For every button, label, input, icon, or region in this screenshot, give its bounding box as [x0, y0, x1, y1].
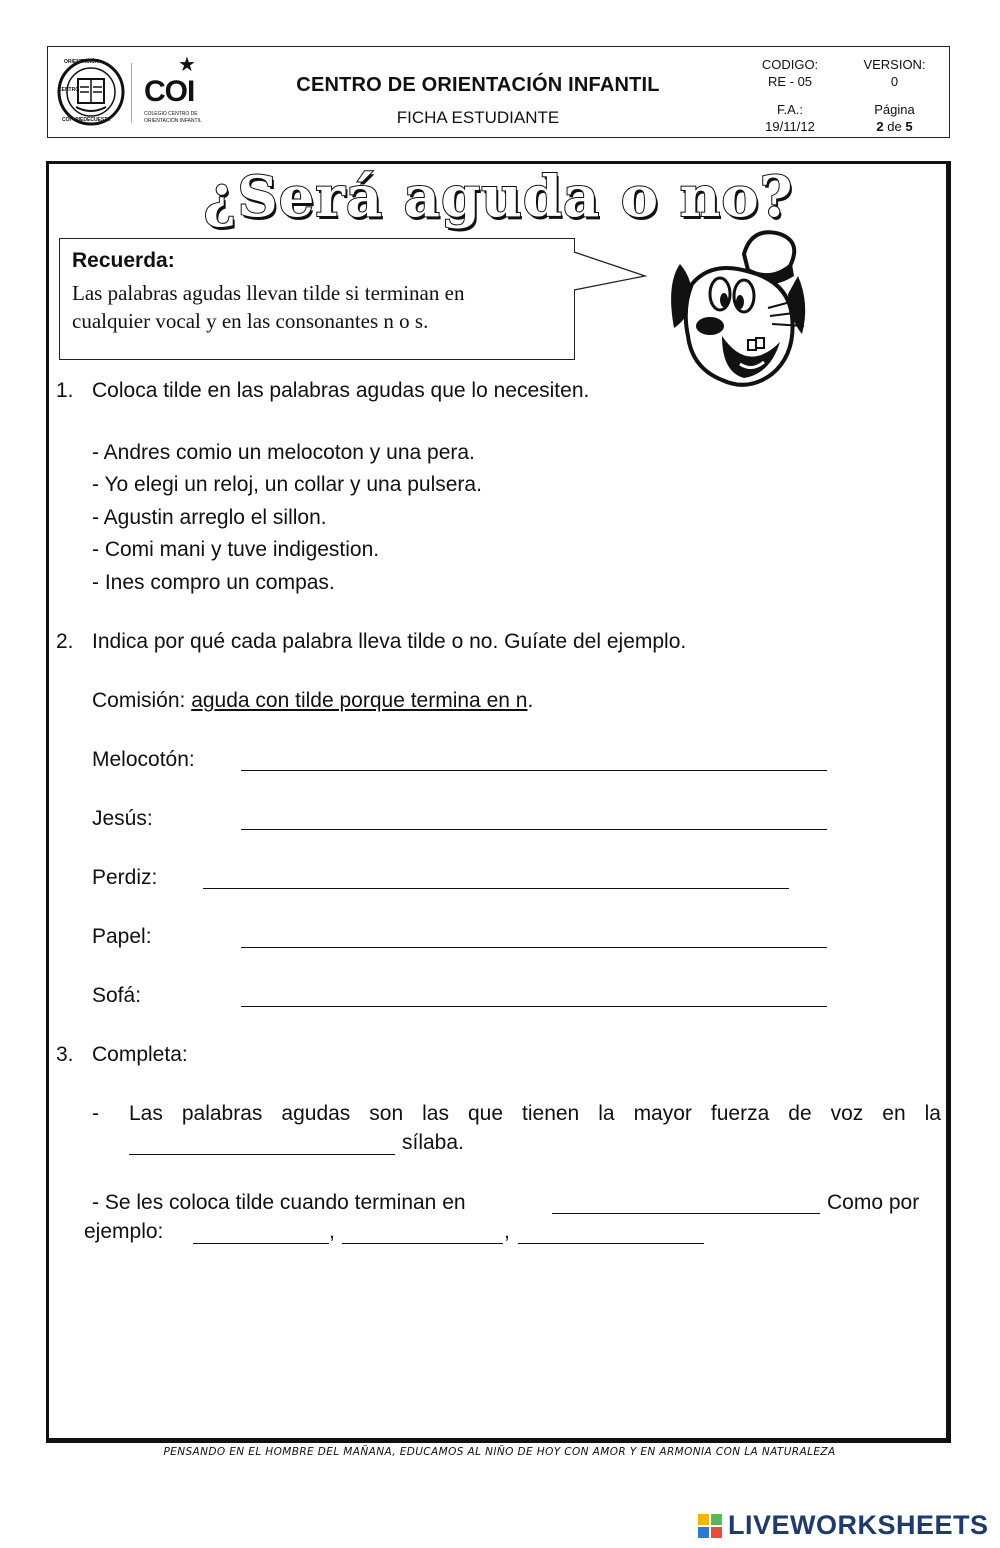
blank-example-2[interactable] — [342, 1243, 503, 1244]
blank-silaba[interactable] — [129, 1154, 395, 1155]
q2-word-label: Papel: — [92, 925, 152, 948]
liveworksheets-brand[interactable] — [698, 1510, 989, 1541]
example-answer: aguda con tilde porque termina en n — [191, 689, 528, 712]
q3-item2-text: - Se les coloca tilde cuando terminan en — [92, 1191, 466, 1214]
q3-number: 3. — [56, 1043, 74, 1066]
version-cell — [840, 47, 949, 99]
document-header — [47, 46, 950, 138]
pagina-label: Página — [874, 102, 915, 117]
pagina-de: de — [887, 119, 902, 134]
fa-cell — [740, 99, 840, 137]
q3-item1-dash: - — [92, 1102, 99, 1125]
q1-item: - Agustin arreglo el sillon. — [92, 506, 327, 529]
recuerda-line-2: cualquier vocal y en las consonantes n o s. — [72, 309, 429, 333]
blank-example-3[interactable] — [518, 1243, 704, 1244]
fa-value: 19/11/12 — [765, 119, 815, 134]
codigo-value: RE - 05 — [767, 74, 813, 89]
q3-item1-text: Las palabras agudas son las que tienen la mayor fuerza de voz en la — [129, 1102, 941, 1125]
recuerda-line-1: Las palabras agudas llevan tilde si terminan en — [72, 281, 465, 305]
q2-example — [92, 687, 533, 715]
blank-terminan[interactable] — [552, 1213, 820, 1214]
footer-motto: PENSANDO EN EL HOMBRE DEL MAÑANA, EDUCAMOS AL NIÑO DE HOY CON AMOR Y EN ARMONIA CON LA NATURALEZA — [163, 1446, 836, 1458]
answer-line-perdiz[interactable] — [203, 888, 789, 889]
q3-prompt-row — [56, 1041, 188, 1069]
q2-word-label: Melocotón: — [92, 748, 195, 771]
logo-caption-bottom: COI - PIEDECUESTA — [62, 117, 111, 123]
q1-item: - Andres comio un melocoton y una pera. — [92, 441, 475, 464]
coi-caption-1: COLEGIO CENTRO DE — [144, 111, 198, 117]
pagina-num: 2 — [876, 119, 884, 134]
answer-line-sofa[interactable] — [241, 1006, 827, 1007]
q2-prompt: Indica por qué cada palabra lleva tilde o no. Guíate del ejemplo. — [92, 630, 687, 653]
logo-caption-top: ORIENTACIÓN — [64, 59, 99, 65]
pagina-total: 5 — [905, 119, 913, 134]
speech-tail-icon — [573, 250, 648, 295]
q3-prompt: Completa: — [92, 1043, 188, 1066]
answer-line-papel[interactable] — [241, 947, 827, 948]
codigo-label: CODIGO: — [761, 57, 819, 72]
example-word: Comisión: — [92, 689, 192, 712]
fa-label: F.A.: — [776, 102, 803, 117]
q1-item: - Yo elegi un reloj, un collar y una pulsera. — [92, 473, 482, 496]
worksheet-title: ¿Será aguda o no? — [203, 164, 794, 230]
answer-line-melocoton[interactable] — [241, 770, 827, 771]
coi-caption-2: ORIENTACIÓN INFANTIL — [144, 118, 202, 124]
q3-item2-line2: ejemplo: — [84, 1220, 164, 1243]
logo-cell — [48, 47, 216, 137]
q2-number: 2. — [56, 630, 74, 653]
coi-brand: COI — [144, 75, 195, 108]
liveworksheets-logo-icon — [698, 1514, 722, 1538]
codigo-cell — [740, 47, 840, 99]
brand-label: LIVEWORKSHEETS — [728, 1510, 989, 1540]
blank-example-1[interactable] — [193, 1243, 329, 1244]
coi-star-icon: ★ — [178, 54, 196, 76]
comma: , — [504, 1220, 510, 1243]
comma: , — [329, 1220, 335, 1243]
q2-word-label: Jesús: — [92, 807, 153, 830]
q2-word-label: Perdiz: — [92, 866, 158, 889]
q2-prompt-row — [56, 628, 686, 656]
example-end: . — [527, 689, 534, 712]
pagina-value — [876, 118, 912, 135]
cartoon-dog-icon — [652, 224, 812, 396]
version-value: 0 — [890, 74, 899, 89]
version-label: VERSION: — [863, 57, 926, 72]
answer-line-jesus[interactable] — [241, 829, 827, 830]
logo-caption-side: CENTRO — [58, 87, 80, 93]
q1-prompt-row — [56, 377, 589, 405]
q3-item1-end: sílaba. — [402, 1131, 464, 1154]
header-title: CENTRO DE ORIENTACIÓN INFANTIL — [296, 74, 660, 96]
logo-divider — [131, 63, 132, 123]
q2-word-label: Sofá: — [92, 984, 142, 1007]
header-subtitle: FICHA ESTUDIANTE — [396, 108, 560, 127]
q1-item: - Comi mani y tuve indigestion. — [92, 538, 380, 561]
recuerda-box — [59, 238, 575, 360]
q1-number: 1. — [56, 379, 74, 402]
pagina-cell — [840, 99, 949, 137]
q1-item: - Ines compro un compas. — [92, 571, 335, 594]
q1-prompt: Coloca tilde en las palabras agudas que lo necesiten. — [92, 379, 590, 402]
recuerda-title: Recuerda: — [72, 249, 175, 272]
q3-item2-end: Como por — [827, 1191, 920, 1214]
